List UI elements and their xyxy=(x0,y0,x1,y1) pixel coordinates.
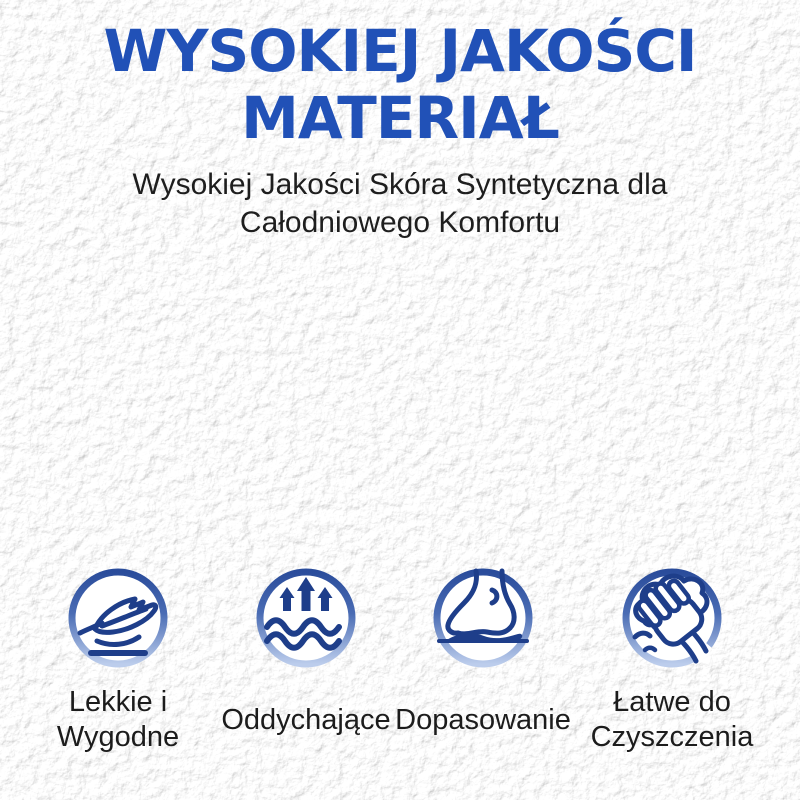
feature-label-line: Wygodne xyxy=(56,721,180,753)
feature-label-line: Oddychające xyxy=(221,703,391,736)
feature-label xyxy=(395,682,571,758)
feature-badge xyxy=(620,566,724,670)
breathability-arrows-waves-icon xyxy=(254,566,358,670)
feature-label xyxy=(57,682,179,758)
feature-label-line: Dopasowanie xyxy=(395,703,571,736)
feature-badge xyxy=(254,566,358,670)
feature-label-line: Lekkie i xyxy=(68,686,168,718)
feather-icon xyxy=(66,566,170,670)
foot-insole-icon xyxy=(431,566,535,670)
feature-badge xyxy=(66,566,170,670)
feature-label-line: Czyszczenia xyxy=(590,721,754,753)
feature-badge xyxy=(431,566,535,670)
hand-wiping-cloth-icon xyxy=(620,566,724,670)
title-line-2: MATERIAŁ xyxy=(241,84,559,152)
feature-fit xyxy=(383,566,583,758)
feature-lightweight xyxy=(18,566,218,758)
feature-breathable xyxy=(206,566,406,758)
feature-label xyxy=(591,682,754,758)
feature-label xyxy=(221,682,390,758)
feature-easy-clean xyxy=(572,566,772,758)
feature-label-line: Łatwe do xyxy=(613,686,731,718)
subtitle-line-1: Wysokiej Jakości Skóra Syntetyczna dla xyxy=(132,168,668,201)
subtitle-line-2: Całodniowego Komfortu xyxy=(239,206,561,239)
title-line-1: WYSOKIEJ JAKOŚCI xyxy=(103,17,697,85)
